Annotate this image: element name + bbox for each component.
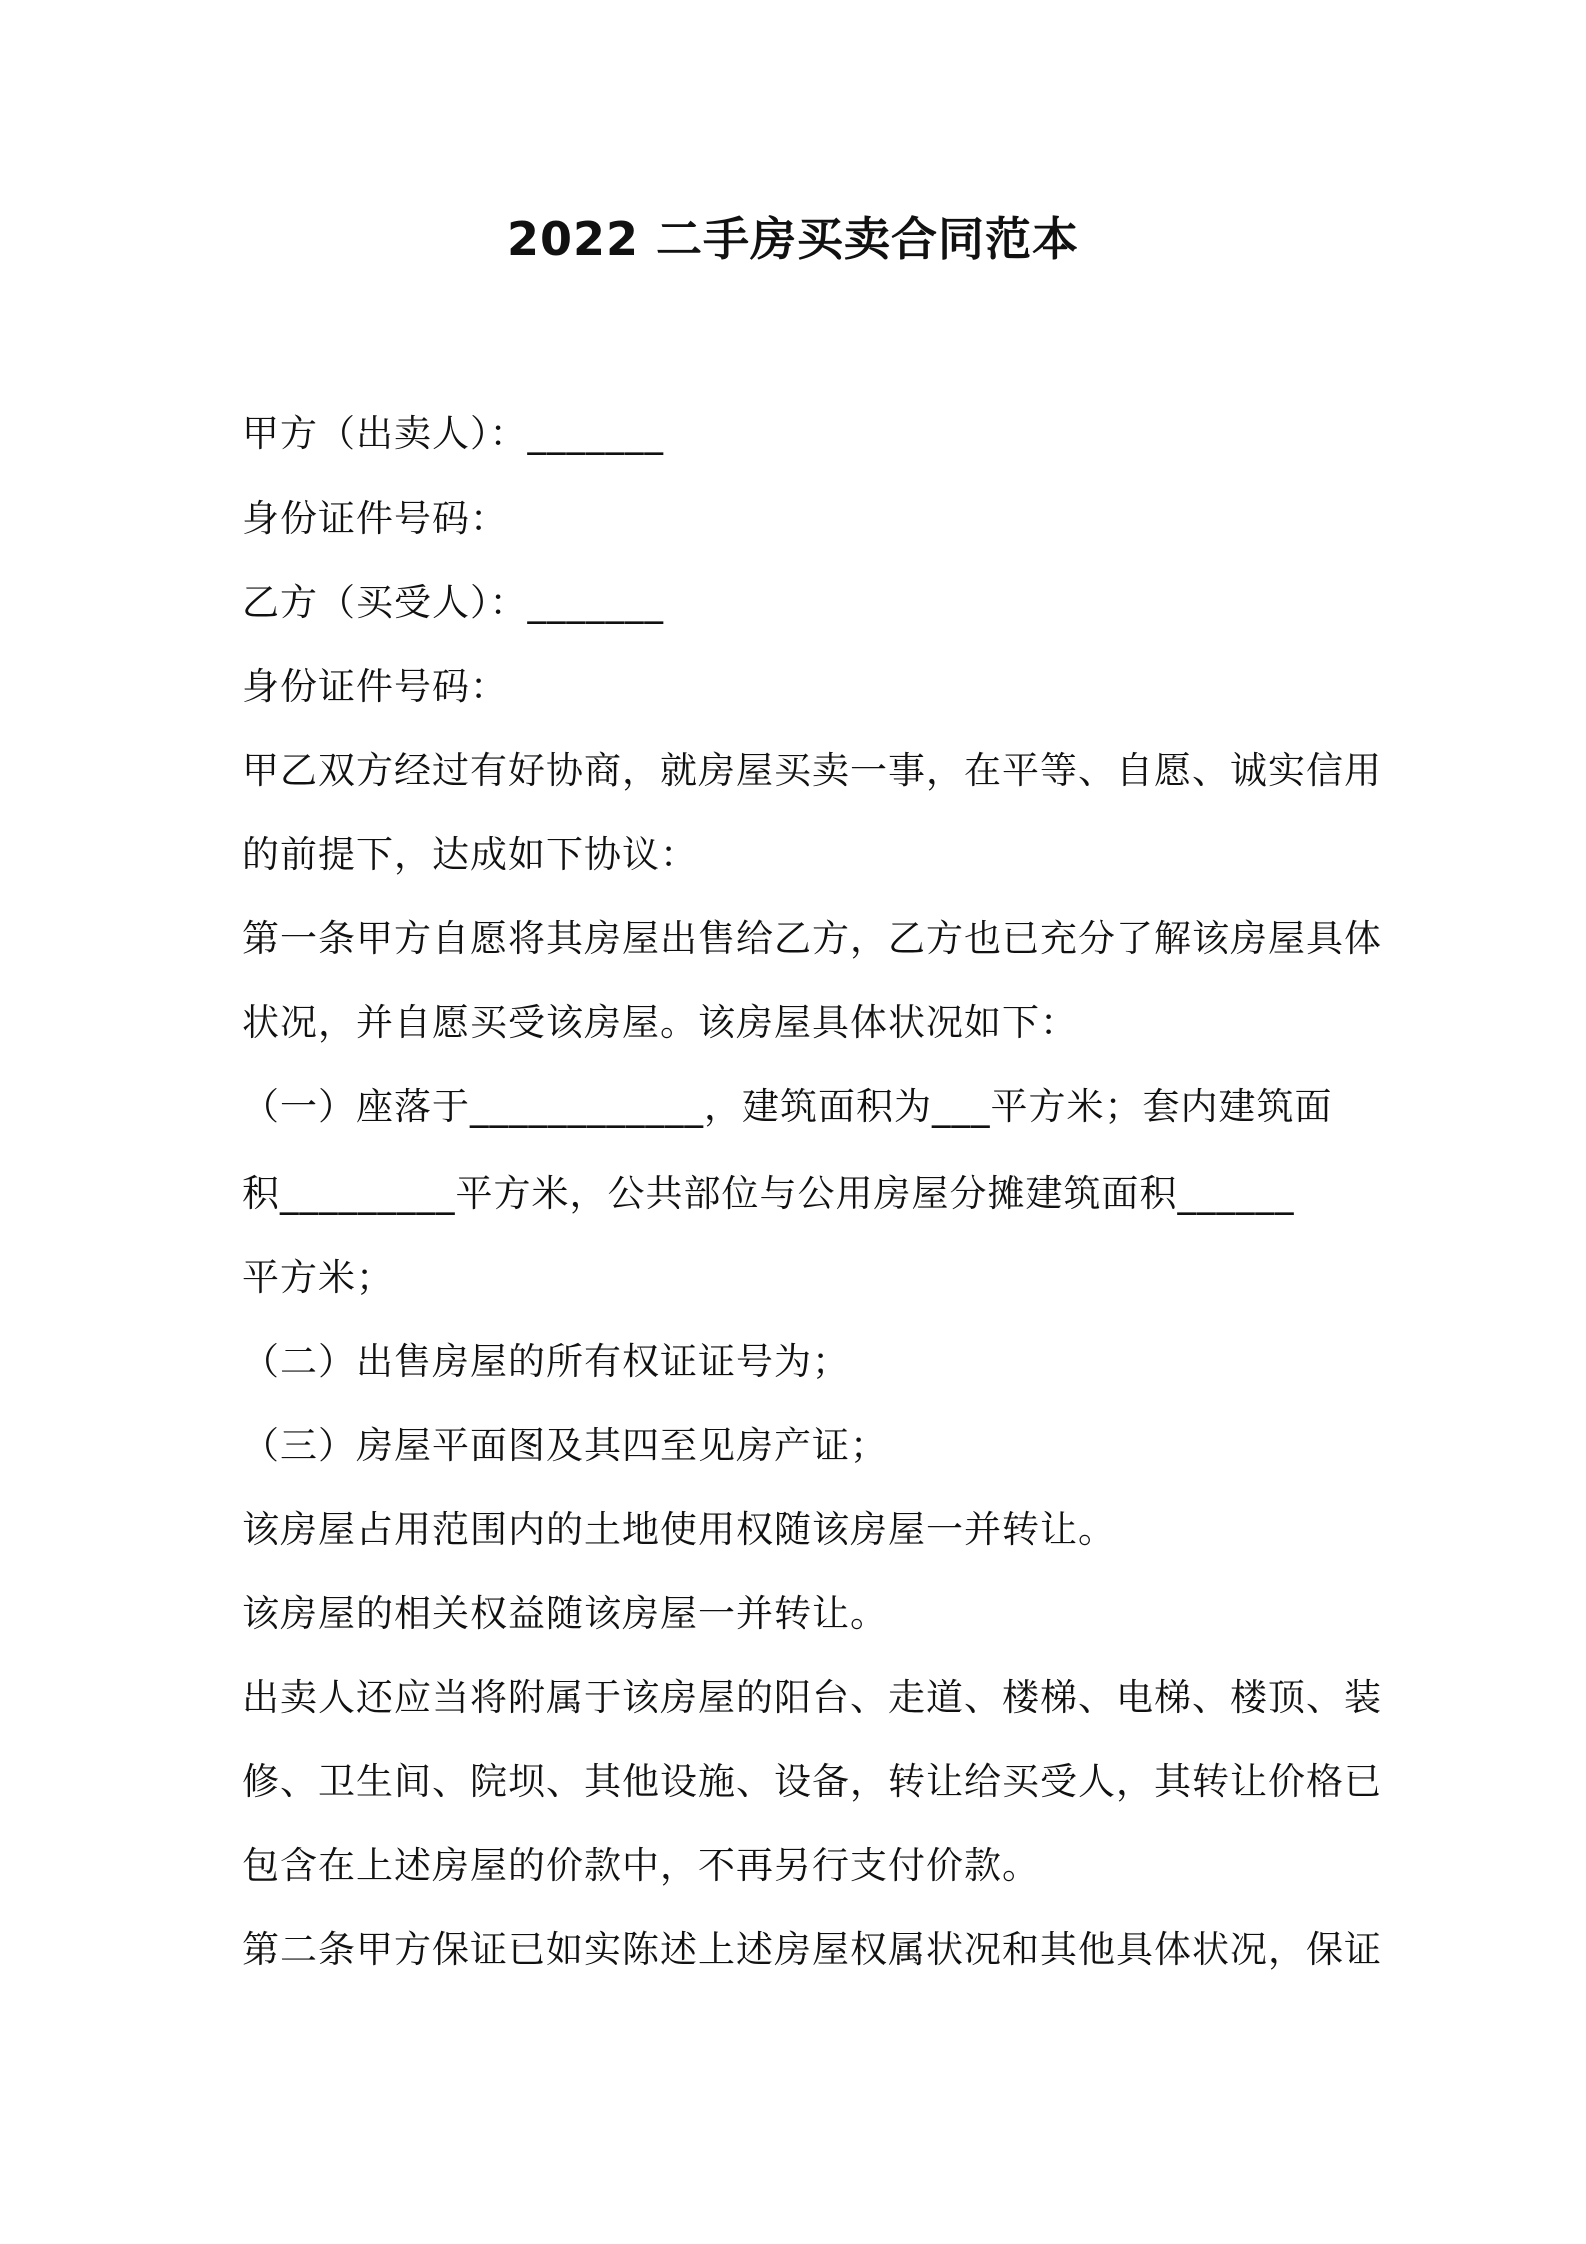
paragraph-line: 包含在上述房屋的价款中，不再另行支付价款。 bbox=[242, 1844, 1040, 1887]
paragraph-line: （二）出售房屋的所有权证证号为； bbox=[242, 1340, 850, 1383]
paragraph-line: （一）座落于____________，建筑面积为___平方米；套内建筑面 bbox=[242, 1085, 1333, 1128]
paragraph-line: 平方米； bbox=[242, 1256, 394, 1299]
paragraph-line: 修、卫生间、院坝、其他设施、设备，转让给买受人，其转让价格已 bbox=[242, 1760, 1382, 1803]
paragraph-line: （三）房屋平面图及其四至见房产证； bbox=[242, 1424, 888, 1467]
paragraph-line: 出卖人还应当将附属于该房屋的阳台、走道、楼梯、电梯、楼顶、装 bbox=[242, 1676, 1382, 1719]
document-title: 2022 二手房买卖合同范本 bbox=[506, 212, 1080, 266]
paragraph-line: 状况，并自愿买受该房屋。该房屋具体状况如下： bbox=[242, 1001, 1078, 1044]
party-a-line: 甲方（出卖人）：_______ bbox=[242, 412, 664, 455]
party-a-id-line: 身份证件号码： bbox=[242, 497, 508, 540]
paragraph-line: 第二条甲方保证已如实陈述上述房屋权属状况和其他具体状况，保证 bbox=[242, 1928, 1382, 1971]
party-b-line: 乙方（买受人）：_______ bbox=[242, 581, 664, 624]
party-b-id-line: 身份证件号码： bbox=[242, 665, 508, 708]
paragraph-line: 该房屋占用范围内的土地使用权随该房屋一并转让。 bbox=[242, 1508, 1116, 1551]
paragraph-line: 甲乙双方经过有好协商，就房屋买卖一事，在平等、自愿、诚实信用 bbox=[242, 749, 1382, 792]
paragraph-line: 积_________平方米，公共部位与公用房屋分摊建筑面积______ bbox=[242, 1172, 1295, 1215]
paragraph-line: 第一条甲方自愿将其房屋出售给乙方，乙方也已充分了解该房屋具体 bbox=[242, 917, 1382, 960]
paragraph-line: 的前提下，达成如下协议： bbox=[242, 833, 698, 876]
paragraph-line: 该房屋的相关权益随该房屋一并转让。 bbox=[242, 1592, 888, 1635]
